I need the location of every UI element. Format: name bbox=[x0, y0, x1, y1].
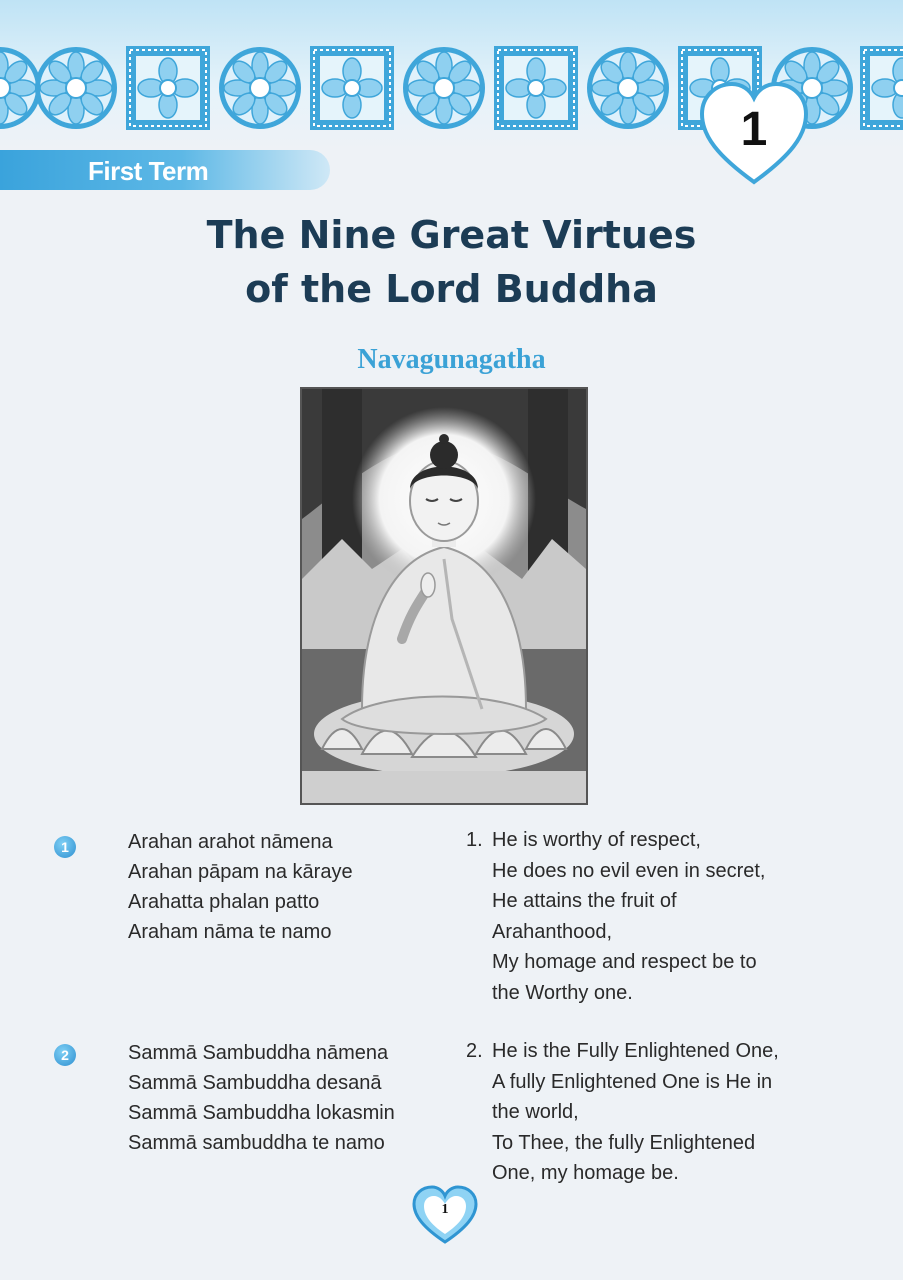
pali-line: Sammā Sambuddha lokasmin bbox=[128, 1102, 395, 1124]
lesson-number-badge bbox=[698, 80, 810, 188]
pali-verse bbox=[128, 827, 353, 947]
title-line-1: The Nine Great Virtues bbox=[206, 213, 697, 257]
flower-ornament-icon bbox=[400, 44, 488, 132]
flower-ornament-icon bbox=[584, 44, 672, 132]
square-ornament-icon bbox=[858, 44, 903, 132]
pali-line: Sammā sambuddha te namo bbox=[128, 1132, 385, 1154]
buddha-image bbox=[302, 389, 586, 803]
term-banner bbox=[0, 150, 330, 190]
translation-line: He is the Fully Enlightened One, bbox=[492, 1040, 779, 1062]
verse-number-badge: 1 bbox=[54, 836, 76, 858]
flower-ornament-icon bbox=[216, 44, 304, 132]
page-title bbox=[0, 208, 903, 316]
page-subtitle: Navagunagatha bbox=[357, 344, 546, 375]
flower-ornament-icon bbox=[32, 44, 120, 132]
pali-line: Araham nāma te namo bbox=[128, 921, 332, 943]
translation-line: My homage and respect be to bbox=[492, 951, 757, 973]
page-number: 1 bbox=[441, 1202, 449, 1217]
page-number-badge bbox=[410, 1184, 480, 1246]
pali-line: Arahan arahot nāmena bbox=[128, 831, 333, 853]
title-line-2: of the Lord Buddha bbox=[245, 267, 658, 311]
pali-line: Arahatta phalan patto bbox=[128, 891, 320, 913]
translation-number: 2. bbox=[466, 1040, 483, 1062]
square-ornament-icon bbox=[308, 44, 396, 132]
translation-line: the Worthy one. bbox=[492, 981, 633, 1004]
buddha-illustration bbox=[300, 387, 588, 805]
verse-translation bbox=[466, 825, 766, 1008]
translation-line: He does no evil even in secret, bbox=[492, 859, 766, 882]
translation-line: To Thee, the fully Enlightened bbox=[492, 1131, 756, 1154]
translation-line: He is worthy of respect, bbox=[492, 829, 701, 851]
square-ornament-icon bbox=[492, 44, 580, 132]
translation-line: the world, bbox=[492, 1101, 579, 1123]
pali-verse bbox=[128, 1038, 395, 1158]
verse-number-badge: 2 bbox=[54, 1044, 76, 1066]
verse-translation bbox=[466, 1036, 779, 1189]
translation-line: One, my homage be. bbox=[492, 1162, 679, 1184]
translation-number: 1. bbox=[466, 829, 483, 851]
translation-line: Arahanthood, bbox=[492, 920, 613, 943]
pali-line: Sammā Sambuddha nāmena bbox=[128, 1042, 389, 1064]
pali-line: Arahan pāpam na kāraye bbox=[128, 861, 353, 883]
translation-line: He attains the fruit of bbox=[492, 890, 677, 912]
square-ornament-icon bbox=[124, 44, 212, 132]
lesson-number: 1 bbox=[740, 103, 768, 156]
term-label: First Term bbox=[88, 156, 209, 186]
translation-line: A fully Enlightened One is He in bbox=[492, 1070, 773, 1093]
pali-line: Sammā Sambuddha desanā bbox=[128, 1072, 382, 1094]
